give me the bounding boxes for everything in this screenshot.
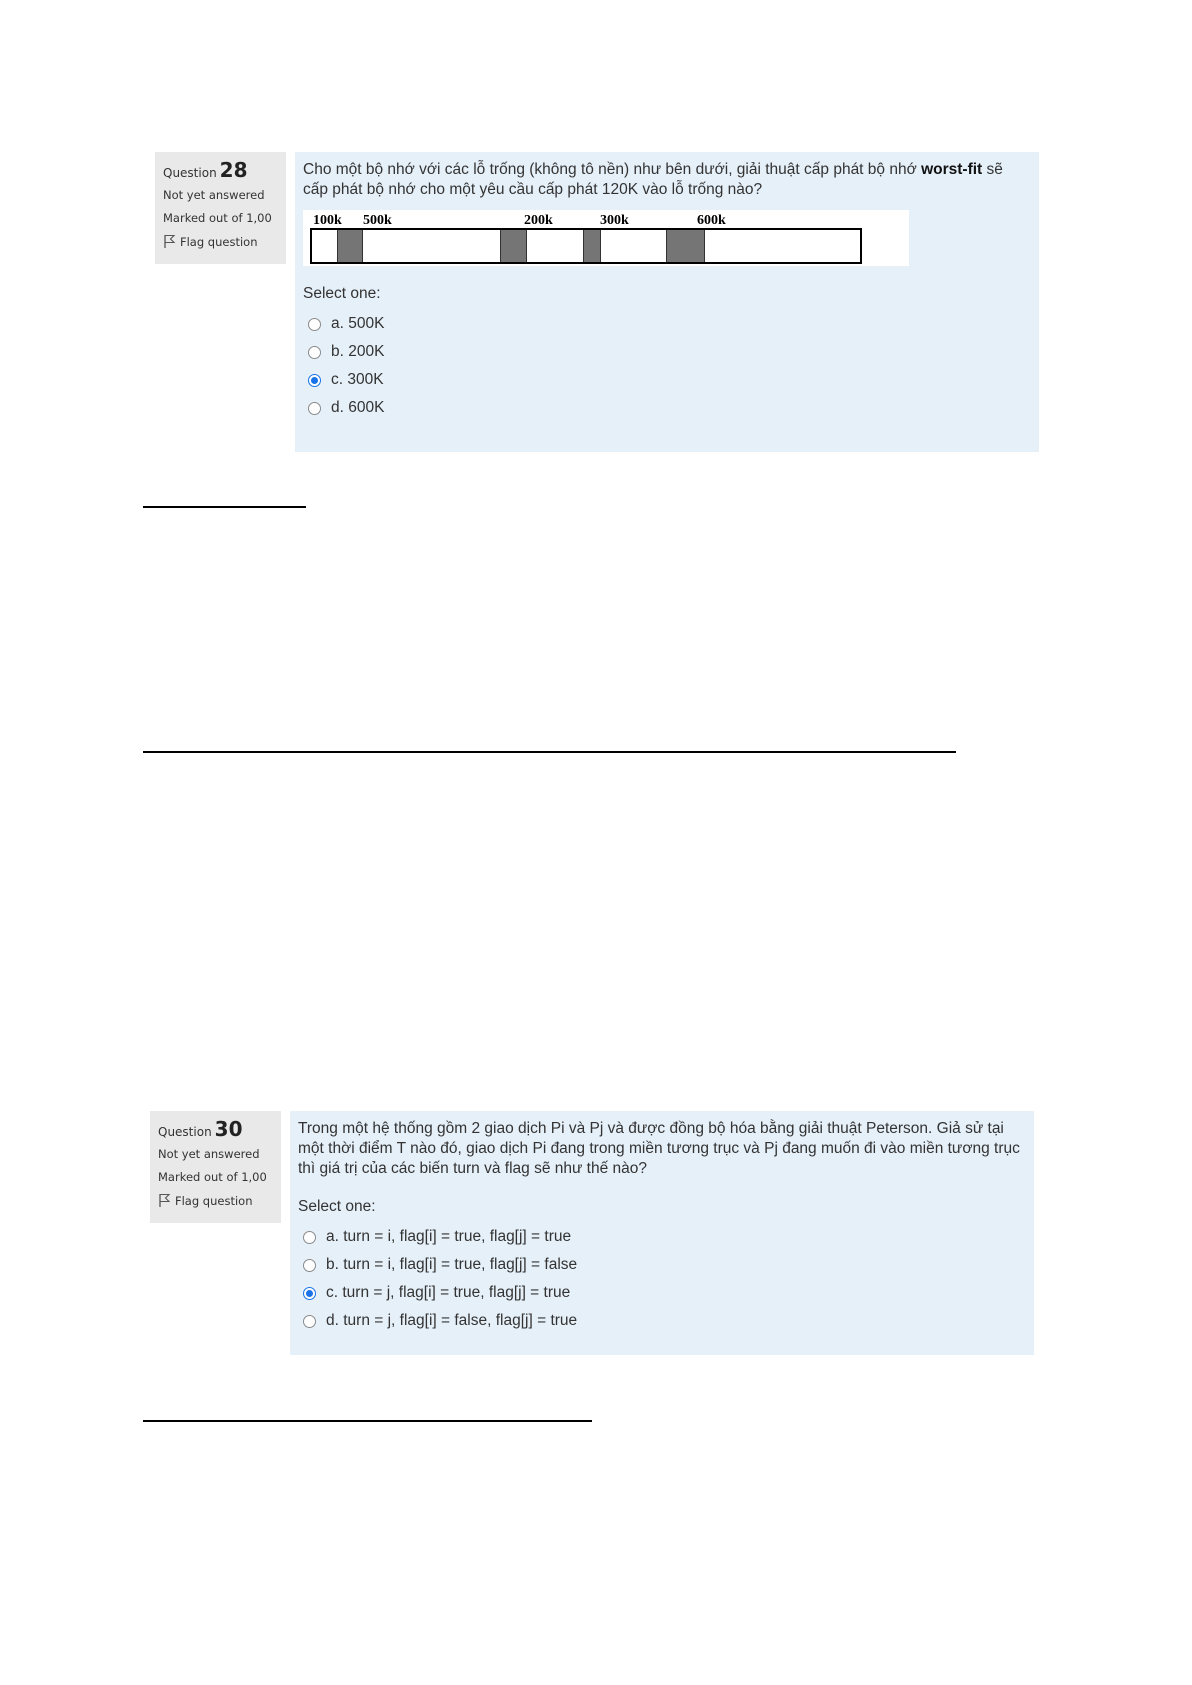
memory-label: 200k <box>524 213 553 228</box>
q30-info-panel <box>150 1111 281 1223</box>
question-number-value: 30 <box>214 1117 243 1141</box>
option-label: c. turn = j, flag[i] = true, flag[j] = true <box>326 1284 571 1301</box>
option-label: c. 300K <box>331 371 384 388</box>
memory-label: 100k <box>313 213 342 228</box>
radio-button[interactable] <box>303 1259 316 1272</box>
q30-option-c[interactable] <box>298 1279 1026 1307</box>
option-label: a. 500K <box>331 315 385 332</box>
q30-content-panel <box>290 1111 1034 1355</box>
memory-used-block <box>337 230 363 262</box>
q28-option-c[interactable] <box>303 366 1031 394</box>
flag-icon <box>158 1193 171 1208</box>
memory-used-block <box>666 230 705 262</box>
question-text-part: Cho một bộ nhớ với các lỗ trống (không tô nền) như bên dưới, giải thuật cấp phát bộ nhớ <box>303 161 922 178</box>
q28-content-panel <box>295 152 1039 452</box>
memory-used-block <box>583 230 601 262</box>
flag-question-label: Flag question <box>175 1193 253 1208</box>
question-text-bold: worst-fit <box>921 161 983 178</box>
separator-line <box>143 751 956 753</box>
radio-button[interactable] <box>303 1231 316 1244</box>
memory-bar <box>310 228 862 264</box>
q30-status: Not yet answered <box>158 1147 260 1161</box>
q30-option-a[interactable] <box>298 1223 1026 1251</box>
radio-button[interactable] <box>308 402 321 415</box>
q30-marked: Marked out of 1,00 <box>158 1170 267 1184</box>
radio-button[interactable] <box>308 346 321 359</box>
memory-label: 500k <box>363 213 392 228</box>
flag-icon <box>163 234 176 249</box>
q28-select-one: Select one: <box>303 285 381 302</box>
q28-info-panel <box>155 152 286 264</box>
option-label: b. 200K <box>331 343 385 360</box>
q28-status: Not yet answered <box>163 188 265 202</box>
q30-question-number <box>158 1117 273 1141</box>
q28-option-b[interactable] <box>303 338 1031 366</box>
q28-marked: Marked out of 1,00 <box>163 211 272 225</box>
option-label: d. turn = j, flag[i] = false, flag[j] = true <box>326 1312 578 1329</box>
q30-select-one: Select one: <box>298 1198 376 1215</box>
memory-diagram <box>303 210 909 266</box>
option-label: a. turn = i, flag[i] = true, flag[j] = true <box>326 1228 572 1245</box>
q30-option-d[interactable] <box>298 1307 1026 1335</box>
q28-question-number <box>163 158 278 182</box>
option-label: d. 600K <box>331 399 385 416</box>
memory-label: 300k <box>600 213 629 228</box>
q30-option-b[interactable] <box>298 1251 1026 1279</box>
q28-question-text <box>303 160 1031 200</box>
flag-question-label: Flag question <box>180 234 258 249</box>
separator-line <box>143 506 306 508</box>
question-word: Question <box>163 166 217 180</box>
question-text-part: sẽ cấp phát bộ nhớ cho một yêu cầu cấp phát 120K vào lỗ trống nào? <box>303 161 1003 198</box>
radio-button-checked[interactable] <box>303 1287 316 1300</box>
radio-button[interactable] <box>308 318 321 331</box>
memory-used-block <box>500 230 527 262</box>
option-label: b. turn = i, flag[i] = true, flag[j] = false <box>326 1256 578 1273</box>
q28-option-d[interactable] <box>303 394 1031 422</box>
radio-button-checked[interactable] <box>308 374 321 387</box>
memory-label: 600k <box>697 213 726 228</box>
question-number-value: 28 <box>219 158 248 182</box>
q28-option-a[interactable] <box>303 310 1031 338</box>
q30-flag-question[interactable] <box>158 1193 273 1208</box>
q30-question-text: Trong một hệ thống gồm 2 giao dịch Pi và Pj và được đồng bộ hóa bằng giải thuật Peterson. Giả sử tại một thời điểm T nào đó, giao dịch Pi đang trong miền tương trục và Pj đang muốn đi vào miền tương trục thì giá trị của các biến turn và flag sẽ như thế nào? <box>298 1120 1020 1177</box>
separator-line <box>143 1420 592 1422</box>
question-word: Question <box>158 1125 212 1139</box>
radio-button[interactable] <box>303 1315 316 1328</box>
q28-flag-question[interactable] <box>163 234 278 249</box>
